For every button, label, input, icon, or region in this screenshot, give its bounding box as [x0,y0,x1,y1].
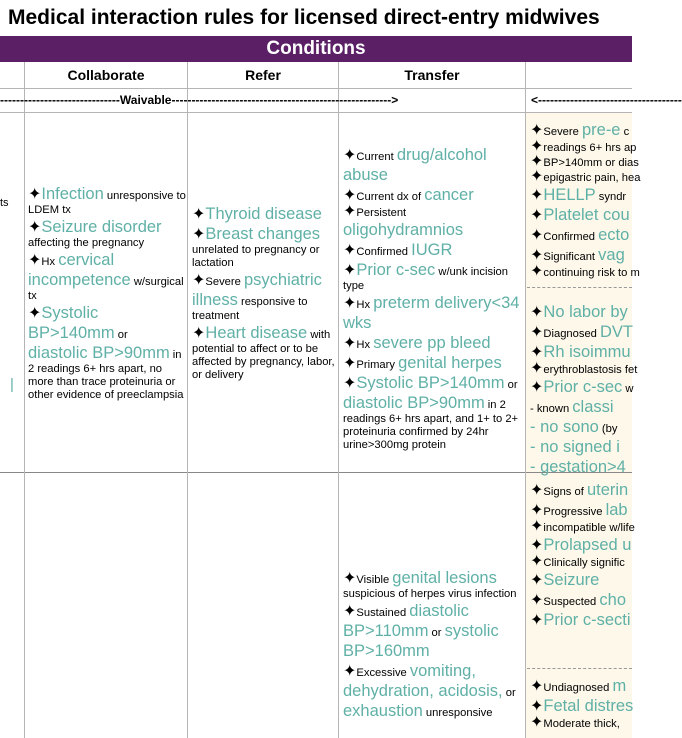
condition-note: Severe [205,276,244,288]
star-bullet-icon: ✦ [530,482,544,499]
star-bullet-icon: ✦ [192,226,206,243]
condition-term: vomiting, dehydration, acidosis, [343,662,503,700]
star-bullet-icon: ✦ [343,203,357,220]
nonwaivable-arrow: <------------------------------------ [531,93,682,107]
star-bullet-icon: ✦ [530,379,544,396]
list-item [343,333,523,353]
condition-term: cervical incompetence [28,251,131,289]
condition-term: genital lesions [392,569,497,587]
list-item [343,240,523,260]
condition-note: continuing risk to m [543,267,640,279]
list-item [530,480,632,500]
star-bullet-icon: ✦ [343,187,357,204]
list-item [530,696,632,716]
condition-term: Prior c-secti [543,611,631,629]
condition-note: or [428,627,445,639]
condition-term: Seizure [543,571,600,589]
refer-cell-row1 [192,204,337,382]
nonwaivable-top-row1 [530,120,641,285]
condition-term: DVT [600,323,634,341]
condition-note: unrelated to pregnancy or lactation [192,244,320,269]
star-bullet-icon: ✦ [530,227,544,244]
star-bullet-icon: ✦ [530,207,544,224]
condition-term: cho [599,591,626,609]
condition-note: Clinically signific [543,557,625,569]
condition-note: epigastric pain, hea [543,172,641,184]
condition-term: - no sono [530,418,599,436]
list-item [28,217,186,250]
star-bullet-icon: ✦ [343,147,357,164]
nonwaivable-bottom-row1 [530,302,638,476]
column-divider [187,62,188,738]
condition-term: genital herpes [398,354,502,372]
condition-note: Signs of [543,486,587,498]
nonwaivable-bottom-row2 [530,676,632,738]
condition-note: unresponsive [422,707,493,719]
list-item [530,716,632,731]
list-item [530,555,632,570]
condition-term: No labor by [543,303,628,321]
list-item [530,457,632,477]
list-item [530,535,632,555]
star-bullet-icon: ✦ [530,168,544,185]
list-item [343,205,523,240]
condition-note: BP>140mm or dias [543,157,639,169]
list-item [343,353,523,373]
conditions-band: Conditions [0,36,632,62]
star-bullet-icon: ✦ [28,305,42,322]
list-item [530,245,632,265]
condition-term: vag [598,246,625,264]
list-item [530,590,632,610]
condition-term: Breast changes [205,225,321,243]
condition-note: Primary [356,359,399,371]
star-bullet-icon: ✦ [192,206,206,223]
condition-note: unresponsive to LDEM tx [28,190,186,216]
list-item [343,661,523,721]
list-item [530,185,632,205]
star-bullet-icon: ✦ [530,612,544,629]
condition-note: Persistent [356,207,407,219]
condition-term: Prior c-sec [356,261,436,279]
condition-term: diastolic BP>90mm [343,394,485,412]
condition-term: Platelet cou [543,206,630,224]
condition-note: Confirmed [356,246,412,258]
condition-note: in 2 readings 6+ hrs apart, no more than trace proteinuria or other evidence of preeclampsia [28,349,184,401]
star-bullet-icon: ✦ [343,335,357,352]
list-item [530,397,632,417]
list-item [530,263,640,280]
page-title: Medical interaction rules for licensed direct-entry midwives [8,6,600,29]
star-bullet-icon: ✦ [530,698,544,715]
condition-term: diastolic BP>90mm [28,344,170,362]
star-bullet-icon: ✦ [343,570,357,587]
condition-note: Significant [543,251,599,263]
column-divider [338,62,339,738]
condition-term: oligohydramnios [343,221,464,239]
star-bullet-icon: ✦ [530,122,544,139]
condition-term: Rh isoimmu [543,343,631,361]
nonwaivable-dashed-divider [527,287,632,288]
condition-note: Moderate thick, [543,718,620,730]
condition-note: Diagnosed [543,328,601,340]
star-bullet-icon: ✦ [530,304,544,321]
list-item [530,500,632,520]
condition-note: incompatible w/life [543,522,635,534]
condition-note: suspicious of herpes virus infection [343,588,517,600]
nonwaivable-top-row2 [530,480,635,666]
star-bullet-icon: ✦ [530,360,544,377]
condition-term: - no signed i [530,438,620,456]
star-bullet-icon: ✦ [192,325,206,342]
star-bullet-icon: ✦ [530,247,544,264]
condition-term: exhaustion [343,702,423,720]
condition-note: (by [598,423,618,435]
waivable-divider [0,112,632,113]
condition-term: systolic BP>160mm [343,622,499,660]
star-bullet-icon: ✦ [343,295,357,312]
transfer-cell-row1 [343,145,523,452]
condition-term: Seizure disorder [41,218,162,236]
condition-term: uterin [586,481,629,499]
star-bullet-icon: ✦ [530,572,544,589]
condition-term: Systolic BP>140mm [28,304,115,342]
star-bullet-icon: ✦ [530,592,544,609]
star-bullet-icon: ✦ [530,263,544,280]
condition-note: c [620,126,630,138]
condition-note: w/surgical tx [28,276,184,302]
star-bullet-icon: ✦ [530,324,544,341]
star-bullet-icon: ✦ [530,153,544,170]
condition-note: Current dx of [356,191,425,203]
condition-note: Hx [356,339,374,351]
condition-note: Suspected [543,596,600,608]
condition-note: w [622,383,634,395]
star-bullet-icon: ✦ [530,553,544,570]
condition-note: Severe [543,126,582,138]
star-bullet-icon: ✦ [530,714,544,731]
list-item [192,323,337,382]
list-item [343,293,523,333]
list-item [530,342,632,362]
list-item [530,302,632,322]
condition-note: Undiagnosed [543,682,613,694]
list-item [530,518,635,535]
list-item [343,185,523,205]
condition-term: Heart disease [205,324,308,342]
list-item [530,225,632,245]
star-bullet-icon: ✦ [530,678,544,695]
condition-term: m [612,677,627,695]
column-header-transfer: Transfer [404,67,460,83]
condition-note: - known [530,403,573,415]
condition-note: Progressive [543,506,606,518]
list-item [192,270,337,323]
condition-term: Thyroid disease [205,205,322,223]
condition-term: Fetal distres [543,697,634,715]
condition-term: HELLP [543,186,596,204]
condition-note: in 2 readings 6+ hrs apart, and 1+ to 2+ proteinuria confirmed by 24hr urine>300mg protein [343,399,519,451]
condition-note: Sustained [356,607,410,619]
condition-term: lab [605,501,628,519]
condition-term: - gestation>4 [530,458,626,476]
condition-term: Prior c-sec [543,378,623,396]
list-item [28,250,186,303]
list-item [530,322,632,342]
condition-term: Infection [41,185,104,203]
condition-note: responsive to treatment [192,296,308,322]
condition-term: ecto [598,226,630,244]
condition-note: or [502,687,516,699]
left-stub-bar: | [10,376,14,393]
list-item [192,224,337,270]
condition-note: Hx [41,256,59,268]
condition-term: preterm delivery<34 wks [343,294,520,332]
star-bullet-icon: ✦ [530,138,544,155]
condition-term: IUGR [411,241,453,259]
condition-note: or [114,329,128,341]
list-item [530,168,641,185]
condition-note: erythroblastosis fet [543,364,638,376]
list-item [343,601,523,661]
list-item [28,303,186,402]
column-divider [24,62,25,738]
list-item [343,568,523,601]
condition-term: diastolic BP>110mm [343,602,469,640]
list-item [343,373,523,452]
condition-note: with potential to affect or to be affected by pregnancy, labor, or delivery [192,329,335,381]
star-bullet-icon: ✦ [343,663,357,680]
star-bullet-icon: ✦ [343,355,357,372]
list-item [530,120,632,140]
star-bullet-icon: ✦ [343,262,357,279]
list-item [530,138,637,155]
condition-term: severe pp bleed [373,334,491,352]
star-bullet-icon: ✦ [530,537,544,554]
condition-note: Current [356,151,397,163]
star-bullet-icon: ✦ [530,518,544,535]
list-item [530,417,632,437]
condition-note: Confirmed [543,231,599,243]
condition-term: Systolic BP>140mm [356,374,505,392]
list-item [530,676,632,696]
condition-term: drug/alcohol abuse [343,146,487,184]
nonwaivable-dashed-divider [527,668,632,669]
condition-term: cancer [424,186,474,204]
star-bullet-icon: ✦ [530,344,544,361]
transfer-cell-row2 [343,568,523,738]
star-bullet-icon: ✦ [28,219,42,236]
waivable-arrow: ------------------------------Waivable-------------------------------------------------------> [0,93,399,107]
condition-note: Hx [356,299,374,311]
star-bullet-icon: ✦ [192,272,206,289]
list-item [530,610,632,630]
condition-note: Excessive [356,667,410,679]
column-header-collaborate: Collaborate [67,67,145,83]
list-item [28,184,186,217]
condition-term: psychiatric illness [192,271,322,309]
column-header-refer: Refer [245,67,281,83]
list-item [192,204,337,224]
condition-term: Prolapsed u [543,536,632,554]
left-stub-text: ts [0,197,9,209]
list-item [343,260,523,293]
star-bullet-icon: ✦ [343,242,357,259]
star-bullet-icon: ✦ [343,603,357,620]
star-bullet-icon: ✦ [530,502,544,519]
condition-note: syndr [595,191,627,203]
column-divider [525,62,526,738]
list-item [530,570,632,590]
condition-term: pre-e [581,121,621,139]
list-item [530,360,638,377]
condition-note: affecting the pregnancy [28,237,145,249]
condition-note: or [504,379,518,391]
list-item [530,377,632,397]
star-bullet-icon: ✦ [28,186,42,203]
condition-note: w/unk incision type [343,266,509,292]
star-bullet-icon: ✦ [28,252,42,269]
condition-note: Visible [356,574,393,586]
star-bullet-icon: ✦ [530,187,544,204]
list-item [530,437,632,457]
list-item [343,145,523,185]
star-bullet-icon: ✦ [343,375,357,392]
condition-term: classi [572,398,614,416]
list-item [530,205,632,225]
collaborate-cell-row1 [28,184,186,402]
list-item [530,153,639,170]
condition-note: readings 6+ hrs ap [543,142,637,154]
